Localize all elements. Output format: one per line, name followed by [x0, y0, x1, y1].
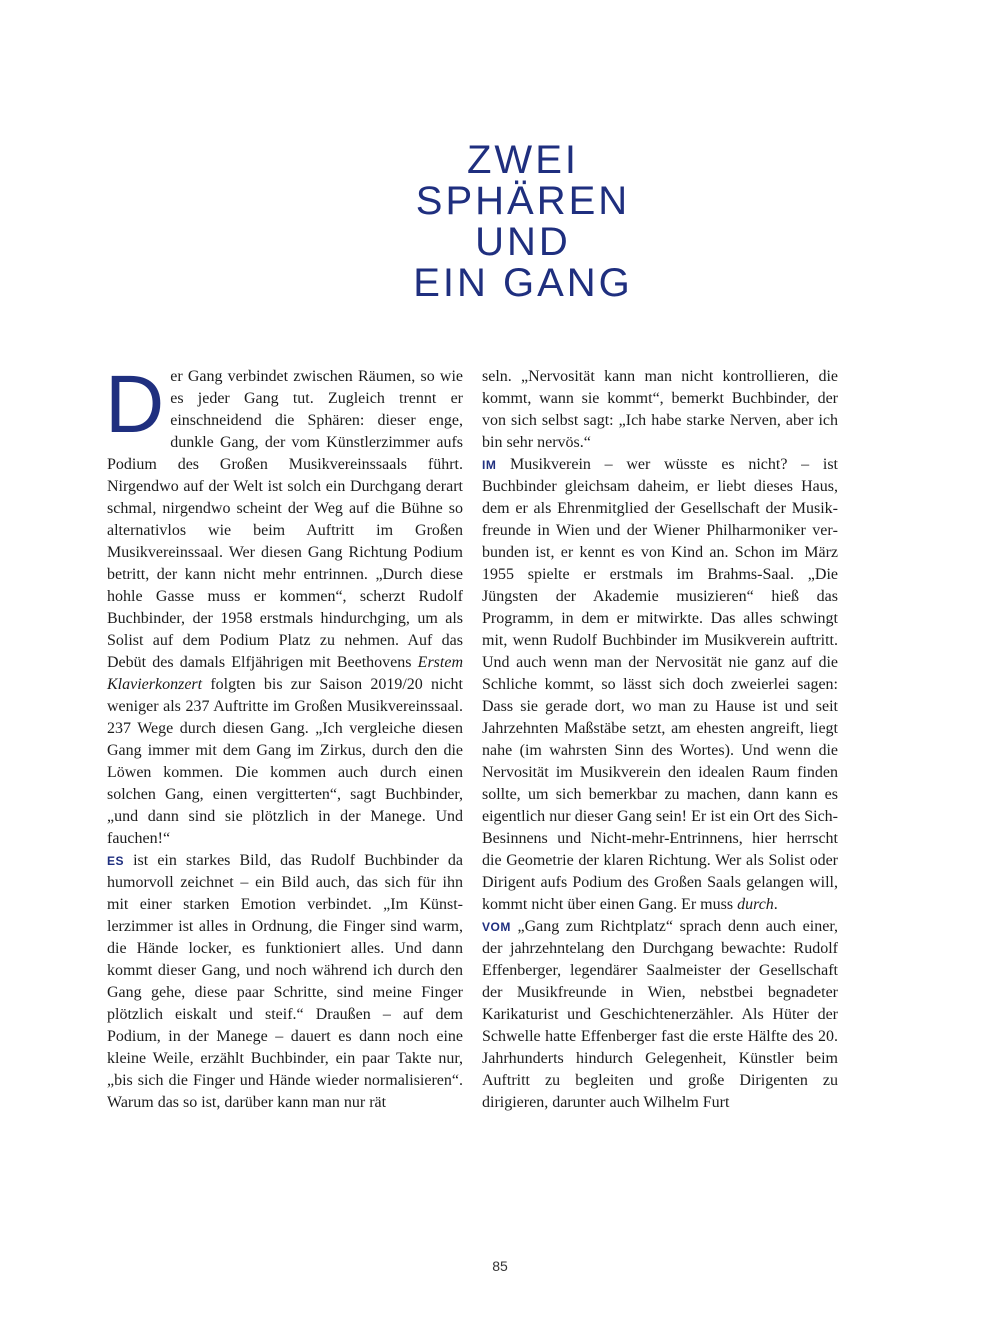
chapter-title: [0, 140, 1000, 304]
paragraph: [482, 454, 838, 916]
title-line-4: EIN GANG: [413, 261, 633, 305]
title-line-1: ZWEI: [467, 138, 579, 182]
page-number: 85: [492, 1258, 508, 1274]
title-line-3: UND: [475, 220, 571, 264]
work-title: Erstem Klavierkonzert: [107, 654, 463, 693]
lead-in: ES: [107, 854, 125, 868]
left-column: [105, 359, 463, 1114]
lead-in: IM: [482, 458, 497, 472]
emphasis: durch: [737, 896, 774, 913]
paragraph-text: „Gang zum Richtplatz“ sprach denn auch einer, der jahrzehntelang den Durchgang bewachte: Rudolf Effenberger, legendärer Saalmeister der Gesellschaft der Musikfreunde in Wien, nebstbei begnadeter Karikaturist und Geschichtenerzähler. Als Hüter der Schwelle hatte Effenberger fast die erste Hälfte des 20. Jahrhunderts hindurch Gelegenheit, Künstler beim Auftritt zu begleiten und große Dirigenten zu dirigieren, darunter auch Wilhelm Furt: [482, 918, 838, 1111]
right-column: [482, 366, 838, 1114]
paragraph-text: seln. „Nervosität kann man nicht kontrollieren, die kommt, wann sie kommt“, bemerkt Buchbinder, der von sich selbst sagt: „Ich habe starke Nerven, aber ich bin sehr nervös.“: [482, 368, 838, 451]
paragraph: [482, 916, 838, 1114]
paragraph-text: folgten bis zur Saison 2019/20 nicht weniger als 237 Auftritte im Großen Musikvereinssaal. 237 Wege durch diesen Gang. „Ich vergleiche diesen Gang immer mit dem Gang im Zirkus, durch den die Löwen kommen. Die kommen auch durch einen solchen Gang, einen vergitterten“, sagt Buchbinder, „und dann sind sie plötzlich in der Manege. Und fauchen!“: [107, 676, 463, 847]
paragraph-text: Musikverein – wer wüsste es nicht? – ist Buchbinder gleichsam daheim, er liebt dieses Haus, dem er als Ehrenmitglied der Gesellschaft der Musikfreunde in Wien und der Wiener Philharmoniker verbunden ist, er kennt es von Kind an. Schon im März 1955 spielte er erstmals im Brahms-Saal. „Die Jüngsten der Akademie musizieren“ hieß das Programm, in dem er mitwirkte. Das alles schwingt mit, wenn Rudolf Buchbinder im Musikverein auftritt. Und auch wenn man der Nervosität nie ganz auf die Schliche kommt, so lässt sich doch zweierlei sagen: Dass sie gerade dort, wo man zu Hause ist und seit Jahrzehnten Maßstäbe setzt, am ehesten angreift, liegt nahe (im wahrsten Sinn des Wortes). Und wenn die Nervosität im Musikverein den idealen Raum finden sollte, um sich bemerkbar zu machen, dann kann es eigentlich nur dieser Gang sein! Er ist ein Ort des Sich-Besinnens und Nicht-mehr-Entrinnens, hier herrscht die Geometrie der klaren Richtung. Wer als Solist oder Dirigent aufs Podium des Großen Saals gelangen will, kommt nicht über einen Gang. Er muss: [482, 456, 838, 913]
paragraph-text: ist ein starkes Bild, das Rudolf Buchbinder da humorvoll zeichnet – ein Bild auch, das sich für ihn mit einer starken Emotion verbindet. „Im Künstlerzimmer ist alles in Ordnung, die Finger sind warm, die Hände locker, es funktioniert alles. Und dann kommt dieser Gang, und noch während ich durch den Gang gehe, diese paar Schritte, sind meine Finger plötzlich eiskalt und steif.“ Draußen – auf dem Podium, in der Manege – dauert es dann noch eine kleine Weile, erzählt Buchbinder, ein paar Takte nur, „bis sich die Finger und Hände wieder normalisieren“. Warum das so ist, darüber kann man nur rät: [107, 852, 463, 1111]
lead-in: VOM: [482, 920, 511, 934]
drop-cap: D: [105, 359, 165, 450]
paragraph-intro: [105, 359, 463, 850]
paragraph-text: er Gang verbindet zwischen Räumen, so wie es jeder Gang tut. Zugleich trennt er einschneidend die Sphären: dieser enge, dunkle Gang, der vom Künstlerzimmer aufs Podium des Großen Musikvereinssaals führt. Nirgendwo auf der Welt ist solch ein Durchgang derart schmal, nirgendwo scheint der Weg auf die Bühne so alternativlos wie beim Auftritt im Großen Musikvereinssaal. Wer diesen Gang Richtung Podium betritt, der kann nicht mehr entrinnen. „Durch diese hohle Gasse muss er kommen“, scherzt Rudolf Buchbinder, der 1958 erstmals hindurchging, um als Solist auf dem Podium Platz zu nehmen. Auf das Debüt des damals Elfjährigen mit Beethovens: [107, 368, 463, 671]
paragraph: [107, 850, 463, 1114]
paragraph: [482, 366, 838, 454]
paragraph-text: .: [773, 896, 778, 913]
title-line-2: SPHÄREN: [415, 179, 631, 223]
